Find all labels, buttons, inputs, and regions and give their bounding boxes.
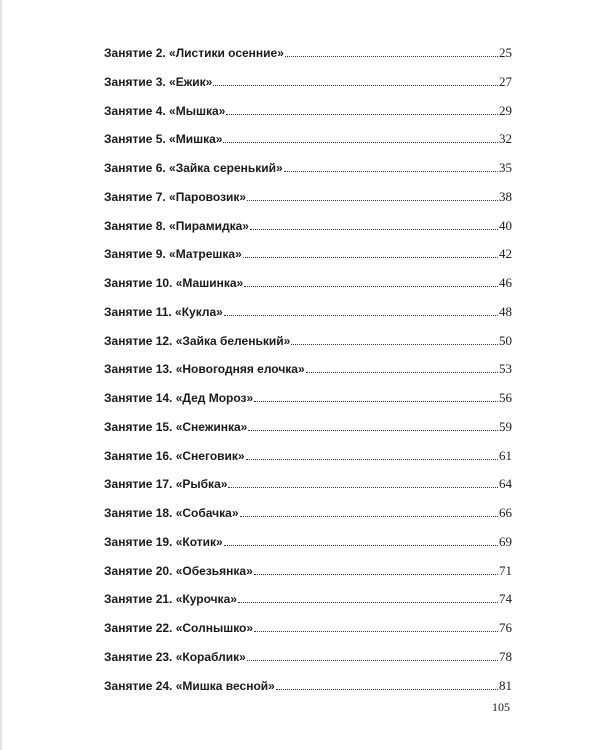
page-number: 105 bbox=[492, 700, 510, 714]
toc-entry bbox=[104, 304, 512, 333]
toc-entry-title: Занятие 8. «Пирамидка» bbox=[104, 218, 249, 233]
toc-entry bbox=[104, 419, 512, 448]
toc-entry-page: 50 bbox=[499, 332, 512, 348]
dot-leader bbox=[244, 286, 498, 287]
toc-entry-page: 42 bbox=[499, 246, 512, 262]
toc-entry-page: 59 bbox=[499, 418, 512, 434]
toc-entry-page: 27 bbox=[499, 73, 512, 89]
toc-entry bbox=[104, 678, 512, 707]
dot-leader bbox=[240, 516, 499, 517]
dot-leader bbox=[224, 545, 498, 546]
dot-leader bbox=[238, 602, 498, 603]
dot-leader bbox=[285, 56, 498, 57]
toc-entry-title: Занятие 2. «Листики осенние» bbox=[104, 46, 284, 60]
toc-entry-page: 53 bbox=[499, 361, 512, 377]
toc-entry bbox=[104, 160, 512, 189]
toc-entry bbox=[104, 361, 512, 390]
toc-entry bbox=[104, 246, 512, 275]
toc-entry bbox=[104, 103, 512, 132]
dot-leader bbox=[243, 257, 498, 258]
toc-entry-title: Занятие 12. «Зайка беленький» bbox=[104, 333, 291, 348]
toc-entry bbox=[104, 275, 512, 304]
toc-entry-page: 32 bbox=[499, 131, 512, 147]
toc-entry-title: Занятие 4. «Мышка» bbox=[104, 103, 226, 118]
toc-entry-title: Занятие 5. «Мишка» bbox=[104, 132, 223, 147]
toc-entry-title: Занятие 14. «Дед Мороз» bbox=[104, 391, 254, 405]
dot-leader bbox=[213, 85, 498, 86]
dot-leader bbox=[306, 372, 498, 373]
toc-entry bbox=[104, 476, 512, 505]
toc-entry-page: 48 bbox=[499, 303, 512, 319]
dot-leader bbox=[254, 574, 498, 575]
toc-entry-title: Занятие 3. «Ежик» bbox=[104, 74, 213, 89]
toc-entry-page: 76 bbox=[499, 620, 512, 635]
toc-entry-page: 46 bbox=[499, 275, 512, 290]
toc-entry-page: 29 bbox=[499, 102, 512, 118]
toc-entry-page: 64 bbox=[499, 476, 512, 492]
toc-entry bbox=[104, 45, 512, 74]
dot-leader bbox=[226, 114, 498, 115]
dot-leader bbox=[247, 200, 498, 201]
toc-entry-title: Занятие 13. «Новогодняя елочка» bbox=[104, 362, 305, 377]
dot-leader bbox=[228, 487, 498, 488]
dot-leader bbox=[254, 631, 498, 632]
toc-entry bbox=[104, 505, 512, 534]
toc-entry-page: 38 bbox=[499, 188, 512, 204]
toc-entry-page: 40 bbox=[499, 217, 512, 233]
toc-entry bbox=[104, 131, 512, 160]
toc-entry-title: Занятие 11. «Кукла» bbox=[104, 304, 223, 319]
toc-entry-title: Занятие 22. «Солнышко» bbox=[104, 621, 254, 635]
toc-entry bbox=[104, 333, 512, 362]
toc-entry-title: Занятие 19. «Котик» bbox=[104, 534, 223, 549]
toc-entry bbox=[104, 591, 512, 620]
dot-leader bbox=[247, 660, 498, 661]
toc-entry-title: Занятие 15. «Снежинка» bbox=[104, 419, 248, 434]
toc-entry bbox=[104, 649, 512, 678]
toc-entry-page: 66 bbox=[499, 505, 512, 520]
toc-entry-title: Занятие 24. «Мишка весной» bbox=[104, 678, 275, 693]
toc-entry-title: Занятие 7. «Паровозик» bbox=[104, 189, 247, 204]
page-edge-shadow bbox=[0, 0, 3, 750]
dot-leader bbox=[223, 142, 498, 143]
toc-entry-title: Занятие 20. «Обезьянка» bbox=[104, 563, 253, 578]
toc-entry-page: 74 bbox=[499, 591, 512, 607]
dot-leader bbox=[276, 689, 498, 690]
toc-entry-page: 35 bbox=[499, 160, 512, 175]
toc-entry bbox=[104, 218, 512, 247]
toc-entry bbox=[104, 448, 512, 477]
toc-entry bbox=[104, 563, 512, 592]
toc-entry-title: Занятие 16. «Снеговик» bbox=[104, 448, 245, 463]
toc-entry-page: 78 bbox=[499, 648, 512, 664]
toc-entry-page: 25 bbox=[499, 45, 512, 60]
toc-entry-title: Занятие 18. «Собачка» bbox=[104, 506, 239, 520]
toc-entry-page: 69 bbox=[499, 533, 512, 549]
toc-entry bbox=[104, 620, 512, 649]
toc-entry-page: 61 bbox=[499, 447, 512, 463]
toc-entry-title: Занятие 21. «Курочка» bbox=[104, 592, 237, 607]
toc-entry bbox=[104, 74, 512, 103]
toc-entry-title: Занятие 10. «Машинка» bbox=[104, 276, 244, 290]
toc-entry-title: Занятие 23. «Кораблик» bbox=[104, 649, 246, 664]
toc-entry-title: Занятие 9. «Матрешка» bbox=[104, 247, 242, 262]
dot-leader bbox=[250, 229, 498, 230]
toc-entry-page: 56 bbox=[499, 390, 512, 405]
toc-entry-title: Занятие 17. «Рыбка» bbox=[104, 477, 228, 492]
dot-leader bbox=[246, 459, 498, 460]
toc-entry bbox=[104, 390, 512, 419]
table-of-contents bbox=[104, 45, 512, 706]
toc-entry bbox=[104, 189, 512, 218]
toc-entry-title: Занятие 6. «Зайка серенький» bbox=[104, 161, 283, 175]
toc-entry-page: 81 bbox=[499, 677, 512, 693]
dot-leader bbox=[291, 344, 498, 345]
dot-leader bbox=[254, 401, 498, 402]
dot-leader bbox=[284, 171, 498, 172]
dot-leader bbox=[248, 430, 498, 431]
toc-entry bbox=[104, 534, 512, 563]
dot-leader bbox=[224, 315, 498, 316]
toc-entry-page: 71 bbox=[499, 562, 512, 578]
